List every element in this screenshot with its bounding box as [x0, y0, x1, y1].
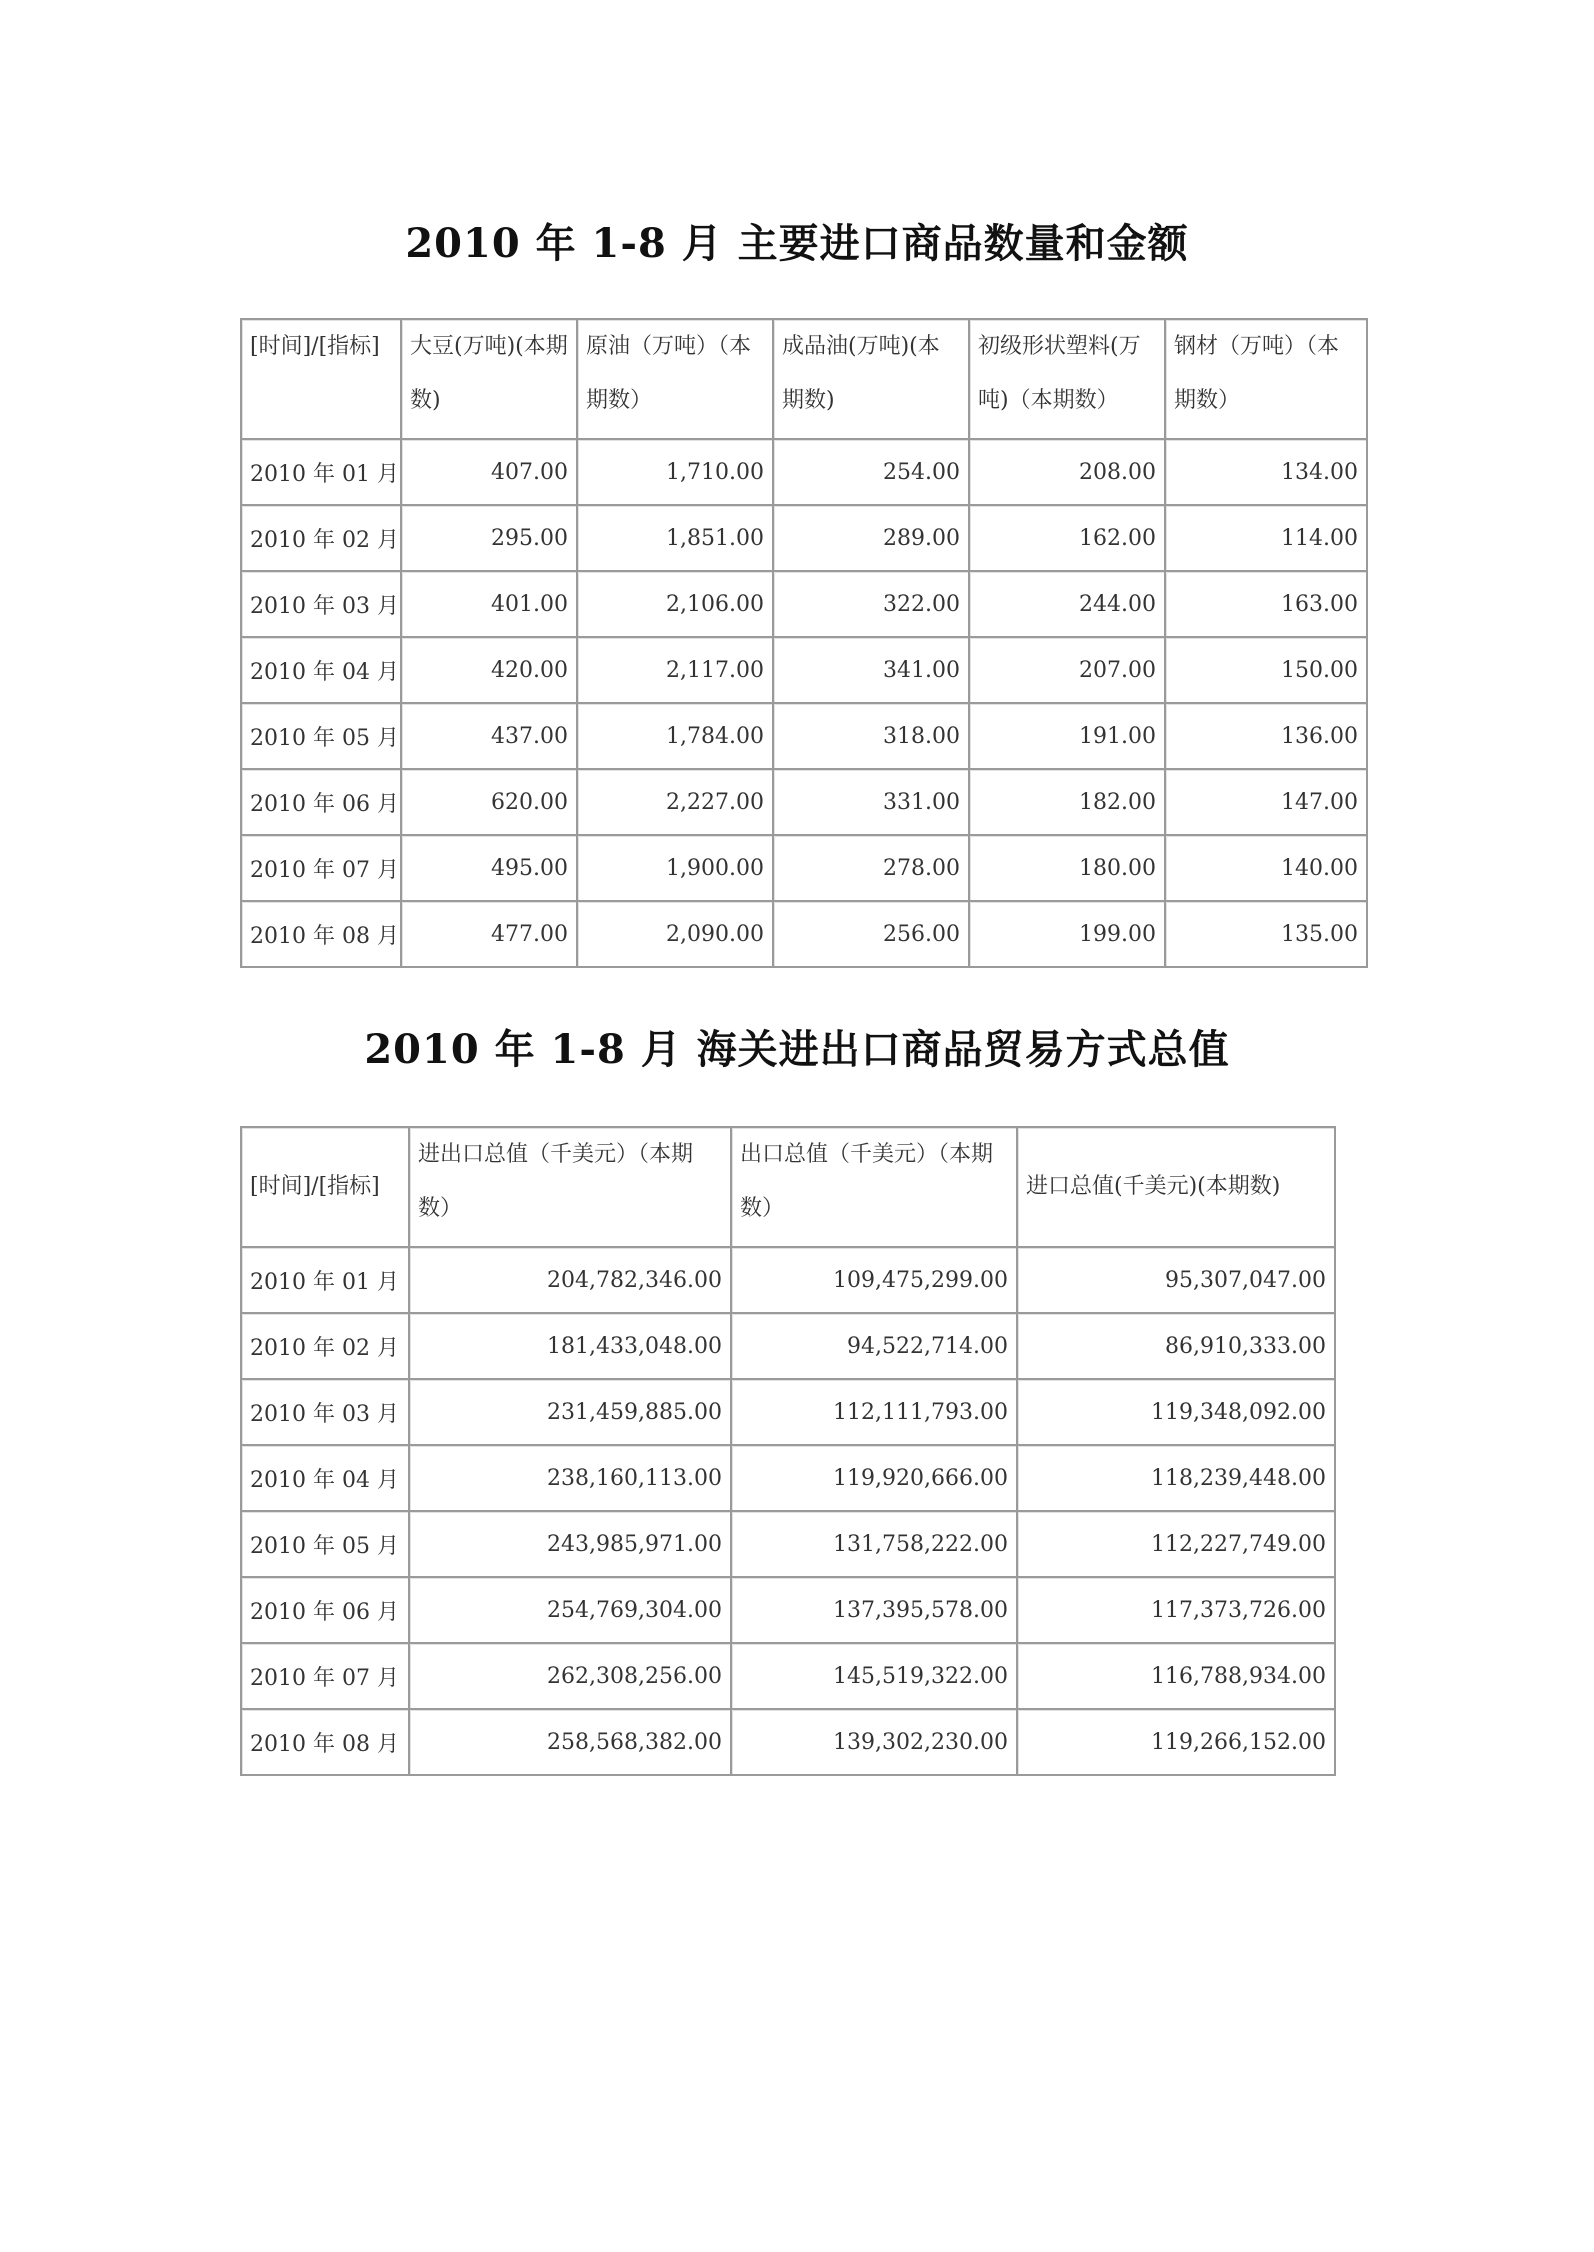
value-cell: 145,519,322.00 — [731, 1643, 1017, 1709]
date-cell: 2010 年 05 月 — [241, 703, 401, 769]
value-cell: 2,106.00 — [577, 571, 773, 637]
value-cell: 331.00 — [773, 769, 969, 835]
header-row — [241, 1127, 1335, 1247]
import-commodities-table — [240, 318, 1368, 968]
value-cell: 2,090.00 — [577, 901, 773, 967]
date-cell: 2010 年 02 月 — [241, 505, 401, 571]
value-cell: 137,395,578.00 — [731, 1577, 1017, 1643]
value-cell: 620.00 — [401, 769, 577, 835]
value-cell: 322.00 — [773, 571, 969, 637]
value-cell: 114.00 — [1165, 505, 1367, 571]
header-cell: 成品油(万吨)(本期数) — [773, 319, 969, 439]
date-cell: 2010 年 01 月 — [241, 1247, 409, 1313]
header-cell: 进出口总值（千美元）（本期数） — [409, 1127, 731, 1247]
table-row — [241, 439, 1367, 505]
table1-title: 2010 年 1-8 月 主要进口商品数量和金额 — [405, 220, 1189, 267]
table-row — [241, 1643, 1335, 1709]
value-cell: 238,160,113.00 — [409, 1445, 731, 1511]
value-cell: 180.00 — [969, 835, 1165, 901]
value-cell: 109,475,299.00 — [731, 1247, 1017, 1313]
value-cell: 140.00 — [1165, 835, 1367, 901]
table-row — [241, 703, 1367, 769]
value-cell: 2,117.00 — [577, 637, 773, 703]
table-row — [241, 769, 1367, 835]
value-cell: 116,788,934.00 — [1017, 1643, 1335, 1709]
value-cell: 147.00 — [1165, 769, 1367, 835]
table-row — [241, 637, 1367, 703]
table-row — [241, 835, 1367, 901]
date-cell: 2010 年 02 月 — [241, 1313, 409, 1379]
date-cell: 2010 年 07 月 — [241, 835, 401, 901]
value-cell: 254,769,304.00 — [409, 1577, 731, 1643]
value-cell: 231,459,885.00 — [409, 1379, 731, 1445]
value-cell: 86,910,333.00 — [1017, 1313, 1335, 1379]
date-cell: 2010 年 05 月 — [241, 1511, 409, 1577]
trade-value-table — [240, 1126, 1336, 1776]
value-cell: 1,710.00 — [577, 439, 773, 505]
value-cell: 1,784.00 — [577, 703, 773, 769]
value-cell: 112,111,793.00 — [731, 1379, 1017, 1445]
table-row — [241, 1511, 1335, 1577]
value-cell: 112,227,749.00 — [1017, 1511, 1335, 1577]
value-cell: 163.00 — [1165, 571, 1367, 637]
value-cell: 437.00 — [401, 703, 577, 769]
header-cell: 大豆(万吨)(本期数) — [401, 319, 577, 439]
value-cell: 1,851.00 — [577, 505, 773, 571]
value-cell: 243,985,971.00 — [409, 1511, 731, 1577]
value-cell: 262,308,256.00 — [409, 1643, 731, 1709]
value-cell: 134.00 — [1165, 439, 1367, 505]
value-cell: 208.00 — [969, 439, 1165, 505]
value-cell: 181,433,048.00 — [409, 1313, 731, 1379]
header-cell: [时间]/[指标] — [241, 1127, 409, 1247]
value-cell: 495.00 — [401, 835, 577, 901]
header-row — [241, 319, 1367, 439]
date-cell: 2010 年 03 月 — [241, 571, 401, 637]
table2-title: 2010 年 1-8 月 海关进出口商品贸易方式总值 — [364, 1026, 1230, 1073]
date-cell: 2010 年 07 月 — [241, 1643, 409, 1709]
header-cell: 初级形状塑料(万吨)（本期数） — [969, 319, 1165, 439]
value-cell: 278.00 — [773, 835, 969, 901]
table-row — [241, 1577, 1335, 1643]
value-cell: 199.00 — [969, 901, 1165, 967]
value-cell: 407.00 — [401, 439, 577, 505]
value-cell: 341.00 — [773, 637, 969, 703]
value-cell: 191.00 — [969, 703, 1165, 769]
import-commodities-table-body — [241, 319, 1367, 967]
value-cell: 204,782,346.00 — [409, 1247, 731, 1313]
value-cell: 254.00 — [773, 439, 969, 505]
value-cell: 119,266,152.00 — [1017, 1709, 1335, 1775]
value-cell: 258,568,382.00 — [409, 1709, 731, 1775]
date-cell: 2010 年 08 月 — [241, 1709, 409, 1775]
value-cell: 150.00 — [1165, 637, 1367, 703]
value-cell: 318.00 — [773, 703, 969, 769]
table-row — [241, 1247, 1335, 1313]
value-cell: 136.00 — [1165, 703, 1367, 769]
trade-value-table-body — [241, 1127, 1335, 1775]
value-cell: 420.00 — [401, 637, 577, 703]
value-cell: 182.00 — [969, 769, 1165, 835]
table-row — [241, 1313, 1335, 1379]
value-cell: 135.00 — [1165, 901, 1367, 967]
value-cell: 256.00 — [773, 901, 969, 967]
value-cell: 119,920,666.00 — [731, 1445, 1017, 1511]
date-cell: 2010 年 06 月 — [241, 1577, 409, 1643]
value-cell: 295.00 — [401, 505, 577, 571]
value-cell: 94,522,714.00 — [731, 1313, 1017, 1379]
value-cell: 401.00 — [401, 571, 577, 637]
value-cell: 477.00 — [401, 901, 577, 967]
value-cell: 162.00 — [969, 505, 1165, 571]
table-row — [241, 901, 1367, 967]
value-cell: 1,900.00 — [577, 835, 773, 901]
date-cell: 2010 年 01 月 — [241, 439, 401, 505]
table-row — [241, 1379, 1335, 1445]
header-cell: 出口总值（千美元）（本期数） — [731, 1127, 1017, 1247]
value-cell: 289.00 — [773, 505, 969, 571]
value-cell: 139,302,230.00 — [731, 1709, 1017, 1775]
value-cell: 207.00 — [969, 637, 1165, 703]
header-cell: [时间]/[指标] — [241, 319, 401, 439]
date-cell: 2010 年 04 月 — [241, 637, 401, 703]
date-cell: 2010 年 08 月 — [241, 901, 401, 967]
header-cell: 原油（万吨）（本期数） — [577, 319, 773, 439]
table-row — [241, 505, 1367, 571]
date-cell: 2010 年 03 月 — [241, 1379, 409, 1445]
header-cell: 钢材（万吨）（本期数） — [1165, 319, 1367, 439]
value-cell: 131,758,222.00 — [731, 1511, 1017, 1577]
value-cell: 95,307,047.00 — [1017, 1247, 1335, 1313]
header-cell: 进口总值(千美元)(本期数) — [1017, 1127, 1335, 1247]
value-cell: 117,373,726.00 — [1017, 1577, 1335, 1643]
date-cell: 2010 年 06 月 — [241, 769, 401, 835]
table-row — [241, 1445, 1335, 1511]
date-cell: 2010 年 04 月 — [241, 1445, 409, 1511]
value-cell: 244.00 — [969, 571, 1165, 637]
table-row — [241, 571, 1367, 637]
value-cell: 118,239,448.00 — [1017, 1445, 1335, 1511]
table-row — [241, 1709, 1335, 1775]
value-cell: 119,348,092.00 — [1017, 1379, 1335, 1445]
value-cell: 2,227.00 — [577, 769, 773, 835]
